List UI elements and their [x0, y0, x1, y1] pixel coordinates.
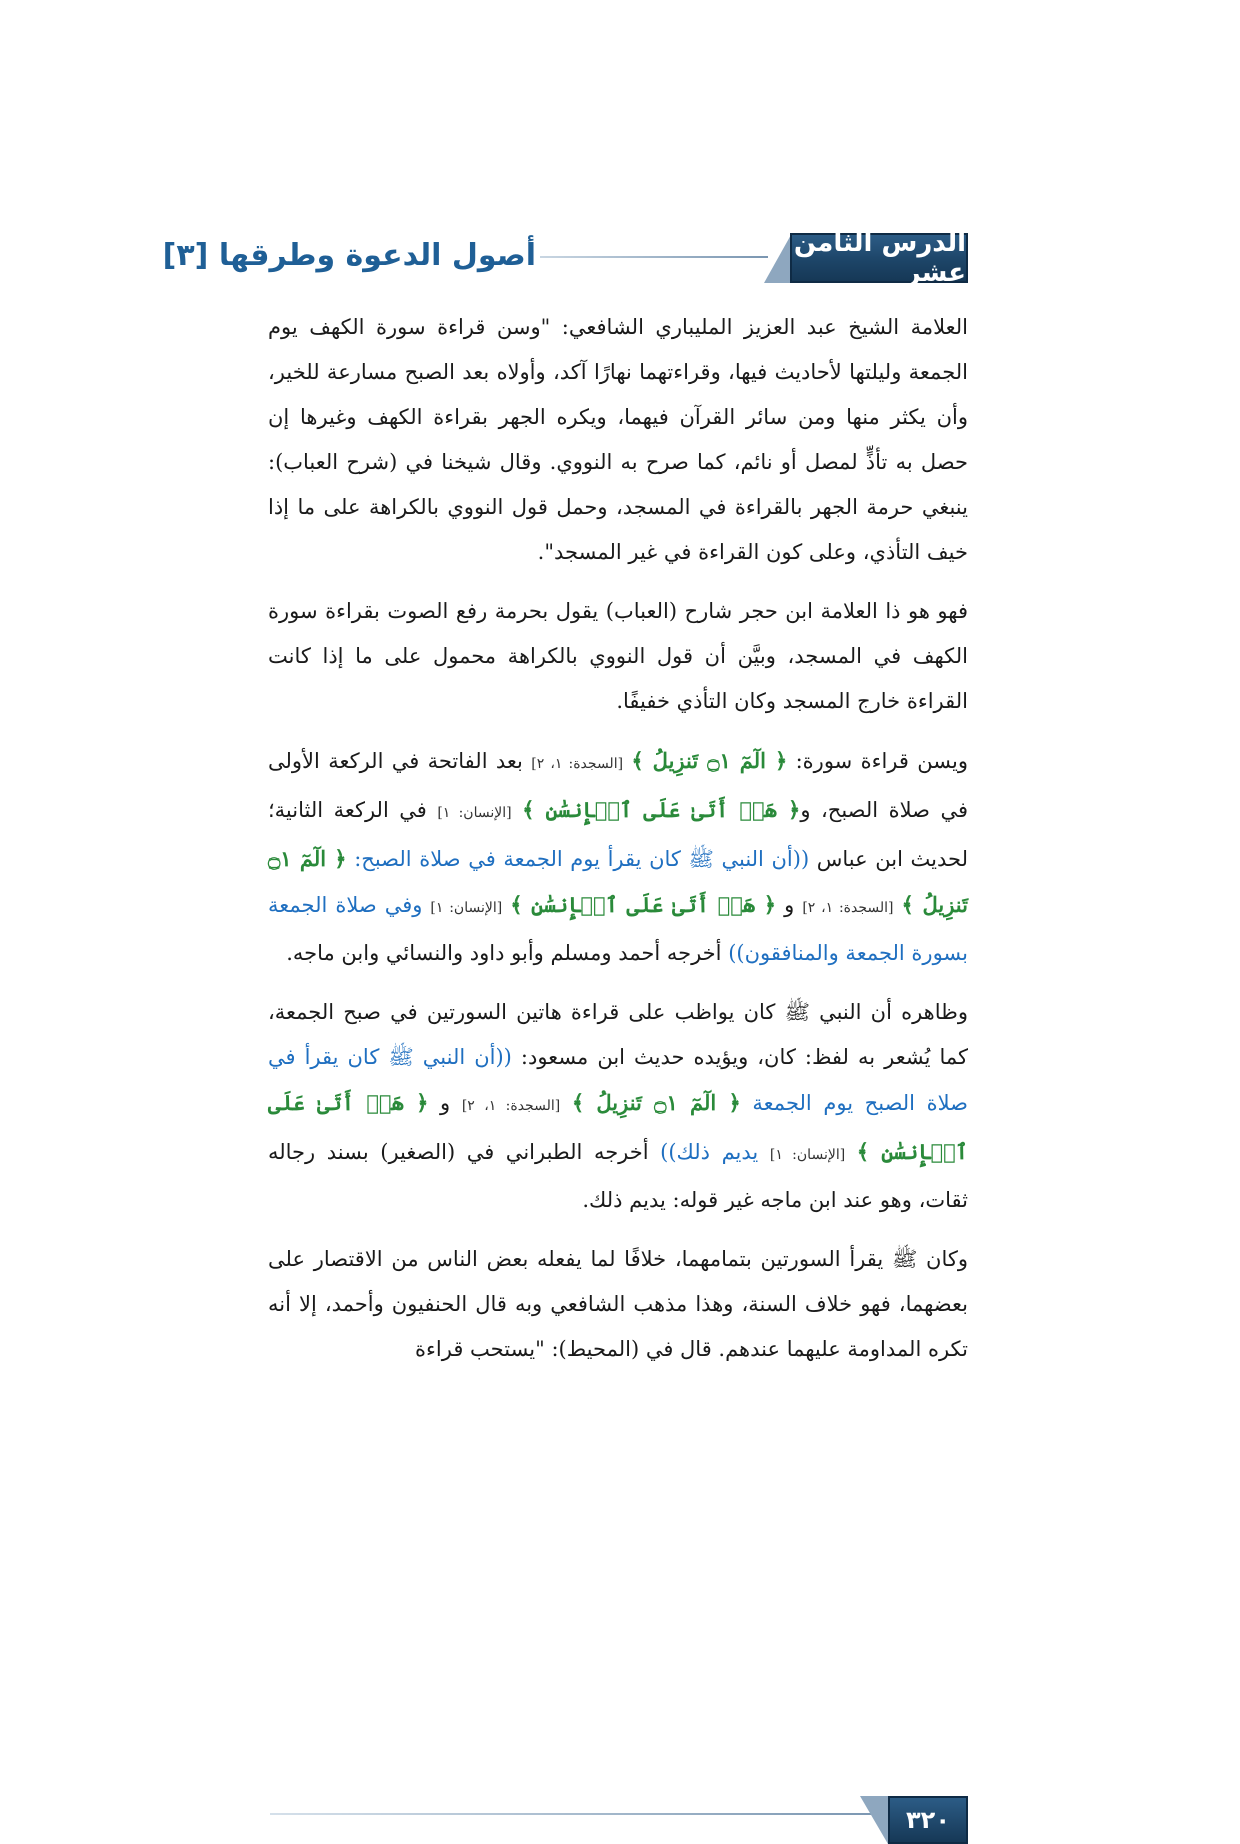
text-run: أخرجه الطبراني في (الصغير) بسند رجاله ثقات، وهو عند ابن ماجه غير قوله: يديم ذلك.: [268, 1140, 968, 1212]
hadith-text: ((أن النبي ﷺ كان يقرأ يوم الجمعة في صلاة الصبح:: [354, 847, 810, 871]
header-badge-notch: [764, 233, 792, 283]
text-run: و: [784, 893, 795, 917]
hadith-text: ((أن النبي ﷺ كان يقرأ في صلاة الصبح يوم الجمعة: [268, 1045, 968, 1115]
text-run: بعد الفاتحة في الركعة الأولى في صلاة الصبح، و: [268, 749, 969, 822]
footer-divider: [270, 1813, 886, 1815]
page-number: ٣٢٠: [888, 1796, 968, 1844]
text-run: في الركعة الثانية؛ لحديث ابن عباس: [268, 798, 968, 871]
page-content: [268, 305, 968, 1386]
verse-reference: [الإنسان: ١]: [769, 1147, 846, 1163]
lesson-label: الدرس الثامن عشر: [793, 228, 966, 288]
lesson-badge: [790, 228, 968, 288]
page-number-notch: [860, 1796, 888, 1844]
paragraph-2: فهو هو ذا العلامة ابن حجر شارح (العباب) يقول بحرمة رفع الصوت بقراءة سورة الكهف في المسجد، وبيَّن أن قول النووي بالكراهة محمول على ما إذا كانت القراءة خارج المسجد وكان التأذي خفيفًا.: [268, 599, 968, 713]
hadith-text: يديم ذلك)): [660, 1140, 759, 1164]
paragraph-4: [268, 990, 968, 1223]
hadith-text: وفي صلاة الجمعة بسورة الجمعة والمنافقون)): [268, 893, 968, 965]
quran-verse: ﴿ هَلۡ أَتَىٰ عَلَى ٱلۡإِنسَٰنِ ﴾: [510, 892, 777, 917]
paragraph-3: [268, 738, 968, 976]
text-run: وظاهره أن النبي ﷺ كان يواظب على قراءة هاتين السورتين في صبح الجمعة، كما يُشعر به لفظ: كان، ويؤيده حديث ابن مسعود:: [268, 1000, 968, 1069]
quran-verse: ﴿ هَلۡ أَتَىٰ عَلَى ٱلۡإِنسَٰنِ ﴾: [268, 1090, 968, 1164]
verse-reference: [الإنسان: ١]: [437, 805, 512, 821]
quran-verse: ﴿ الٓمٓ ۝١ تَنزِيلُ ﴾: [571, 1090, 741, 1115]
text-run: ويسن قراءة سورة:: [795, 749, 968, 773]
verse-reference: [السجدة: ١، ٢]: [461, 1098, 561, 1114]
paragraph-1: العلامة الشيخ عبد العزيز المليباري الشافعي: "وسن قراءة سورة الكهف يوم الجمعة وليلتها لأحاديث فيها، وقراءتهما نهارًا آكد، وأولاه بعد الصبح مسارعة للخير، وأن يكثر منها ومن سائر القرآن فيهما، ويكره الجهر بقراءة الكهف وغيرها إن حصل به تأذٍّ لمصل أو نائم، كما صرح به النووي. وقال شيخنا في (شرح العباب): ينبغي حرمة الجهر بالقراءة في المسجد، وحمل قول النووي بالكراهة على ما إذا خيف التأذي، وعلى كون القراءة في غير المسجد".: [268, 315, 968, 564]
verse-reference: [الإنسان: ١]: [430, 900, 503, 916]
paragraph-5: وكان ﷺ يقرأ السورتين بتمامهما، خلافًا لما يفعله بعض الناس من الاقتصار على بعضهما، فهو خلاف السنة، وهذا مذهب الشافعي وبه قال الحنفيون وأحمد، إلا أنه تكره المداومة عليهما عندهم. قال في (المحيط): "يستحب قراءة: [268, 1247, 968, 1361]
quran-verse: ﴿ هَلۡ أَتَىٰ عَلَى ٱلۡإِنسَٰنِ ﴾: [522, 797, 801, 822]
book-title: أصول الدعوة وطرقها [٣]: [162, 238, 536, 273]
verse-reference: [السجدة: ١، ٢]: [802, 900, 894, 916]
header-divider: [540, 256, 768, 258]
quran-verse: ﴿ الٓمٓ ۝١ تَنزِيلُ ﴾: [268, 846, 968, 917]
text-run: أخرجه أحمد ومسلم وأبو داود والنسائي وابن ماجه.: [286, 941, 722, 965]
text-run: و: [440, 1091, 451, 1115]
quran-verse: ﴿ الٓمٓ ۝١ تَنزِيلُ ﴾: [631, 748, 788, 773]
verse-reference: [السجدة: ١، ٢]: [531, 756, 624, 772]
